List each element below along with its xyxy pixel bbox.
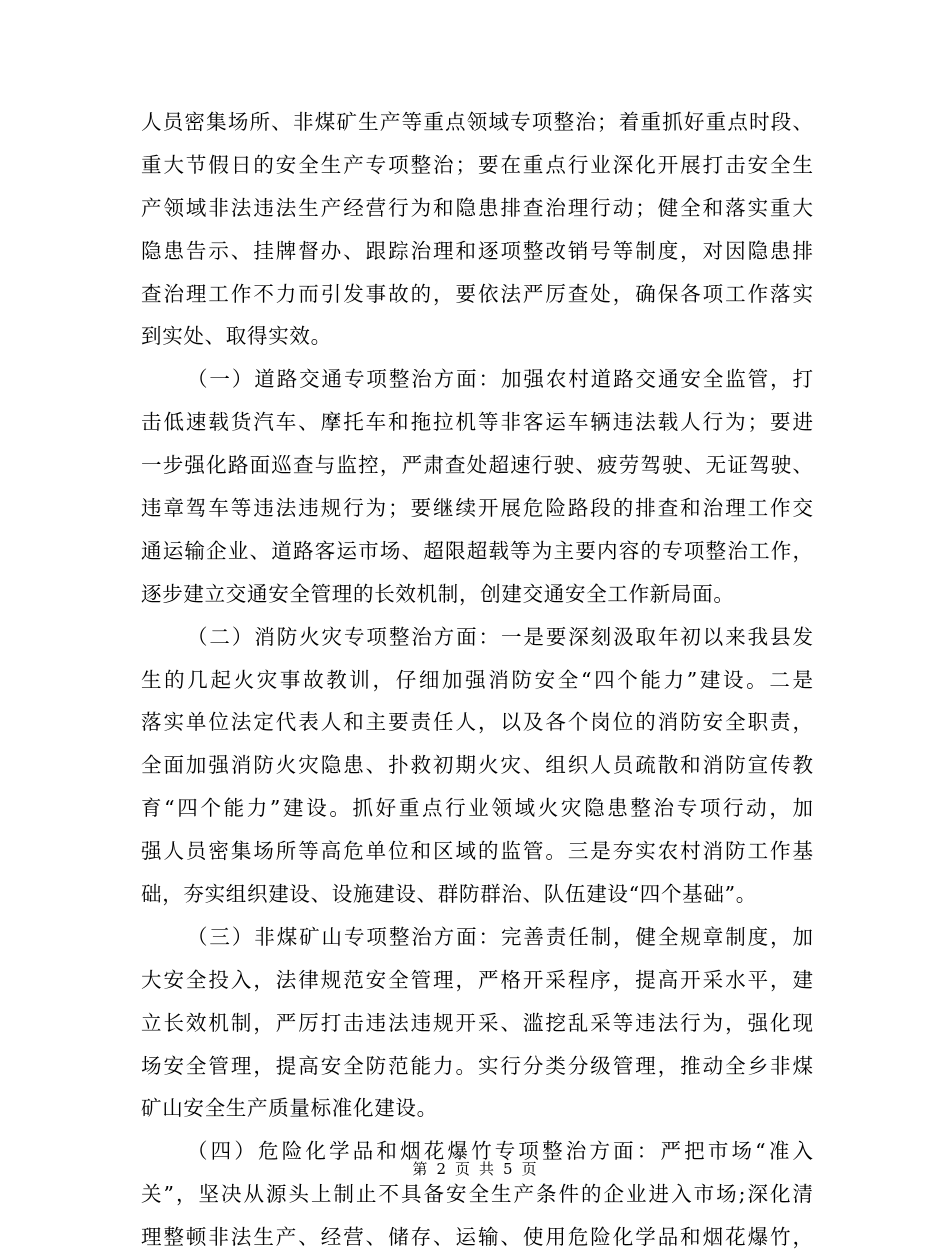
total-pages-number: 5 bbox=[503, 1160, 514, 1178]
text-line: 产领域非法违法生产经营行为和隐患排查治理行动；健全和落实重大 bbox=[141, 195, 813, 220]
page-label-total-prefix: 共 bbox=[479, 1160, 496, 1178]
text-line: 立长效机制，严厉打击违法违规开采、滥挖乱采等违法行为，强化现 bbox=[141, 1010, 813, 1035]
page-label-mid: 页 bbox=[454, 1160, 471, 1178]
paragraph-heading-line: （二）消防火灾专项整治方面：一是要深刻汲取年初以来我县发 bbox=[187, 624, 813, 649]
text-line: 育“四个能力”建设。抓好重点行业领域火灾隐患整治专项行动，加 bbox=[141, 796, 813, 821]
text-line: 逐步建立交通安全管理的长效机制，创建交通安全工作新局面。 bbox=[141, 581, 735, 606]
text-line: 人员密集场所、非煤矿生产等重点领域专项整治；着重抓好重点时段、 bbox=[141, 110, 813, 134]
text-line: 查治理工作不力而引发事故的，要依法严厉查处，确保各项工作落实 bbox=[141, 281, 813, 306]
text-line: 础，夯实组织建设、设施建设、群防群治、队伍建设“四个基础”。 bbox=[141, 882, 757, 907]
page-label-suffix: 页 bbox=[521, 1160, 538, 1178]
paragraph-heading-line: （一）道路交通专项整治方面：加强农村道路交通安全监管，打 bbox=[187, 367, 813, 392]
text-line: 强人员密集场所等高危单位和区域的监管。三是夯实农村消防工作基 bbox=[141, 839, 813, 864]
text-line: 理整顿非法生产、经营、储存、运输、使用危险化学品和烟花爆竹， bbox=[141, 1225, 813, 1250]
current-page-number: 2 bbox=[436, 1160, 447, 1178]
page-footer bbox=[0, 1158, 950, 1179]
text-line: 重大节假日的安全生产专项整治；要在重点行业深化开展打击安全生 bbox=[141, 152, 813, 177]
text-line: 击低速载货汽车、摩托车和拖拉机等非客运车辆违法载人行为；要进 bbox=[141, 410, 813, 435]
text-line: 矿山安全生产质量标准化建设。 bbox=[141, 1096, 438, 1121]
text-line: 场安全管理，提高安全防范能力。实行分类分级管理，推动全乡非煤 bbox=[141, 1053, 813, 1078]
text-line: 通运输企业、道路客运市场、超限超载等为主要内容的专项整治工作， bbox=[141, 538, 813, 563]
text-line: 一步强化路面巡查与监控，严肃查处超速行驶、疲劳驾驶、无证驾驶、 bbox=[141, 453, 813, 478]
text-line: 到实处、取得实效。 bbox=[141, 324, 332, 349]
text-line: 全面加强消防火灾隐患、扑救初期火灾、组织人员疏散和消防宣传教 bbox=[141, 753, 813, 778]
text-line: 隐患告示、挂牌督办、跟踪治理和逐项整改销号等制度，对因隐患排 bbox=[141, 238, 813, 263]
text-line: 关”，坚决从源头上制止不具备安全生产条件的企业进入市场;深化清 bbox=[141, 1182, 813, 1207]
text-line: 落实单位法定代表人和主要责任人，以及各个岗位的消防安全职责， bbox=[141, 710, 813, 735]
page-label-prefix: 第 bbox=[412, 1160, 429, 1178]
text-line: 违章驾车等违法违规行为；要继续开展危险路段的排查和治理工作交 bbox=[141, 496, 813, 521]
paragraph-heading-line: （三）非煤矿山专项整治方面：完善责任制，健全规章制度，加 bbox=[187, 924, 813, 949]
document-body bbox=[141, 101, 813, 1259]
text-line: 大安全投入，法律规范安全管理，严格开采程序，提高开采水平，建 bbox=[141, 967, 813, 992]
paragraph-heading-line: （四）危险化学品和烟花爆竹专项整治方面：严把市场“准入 bbox=[187, 1139, 813, 1164]
text-line: 生的几起火灾事故教训，仔细加强消防安全“四个能力”建设。二是 bbox=[141, 667, 813, 692]
